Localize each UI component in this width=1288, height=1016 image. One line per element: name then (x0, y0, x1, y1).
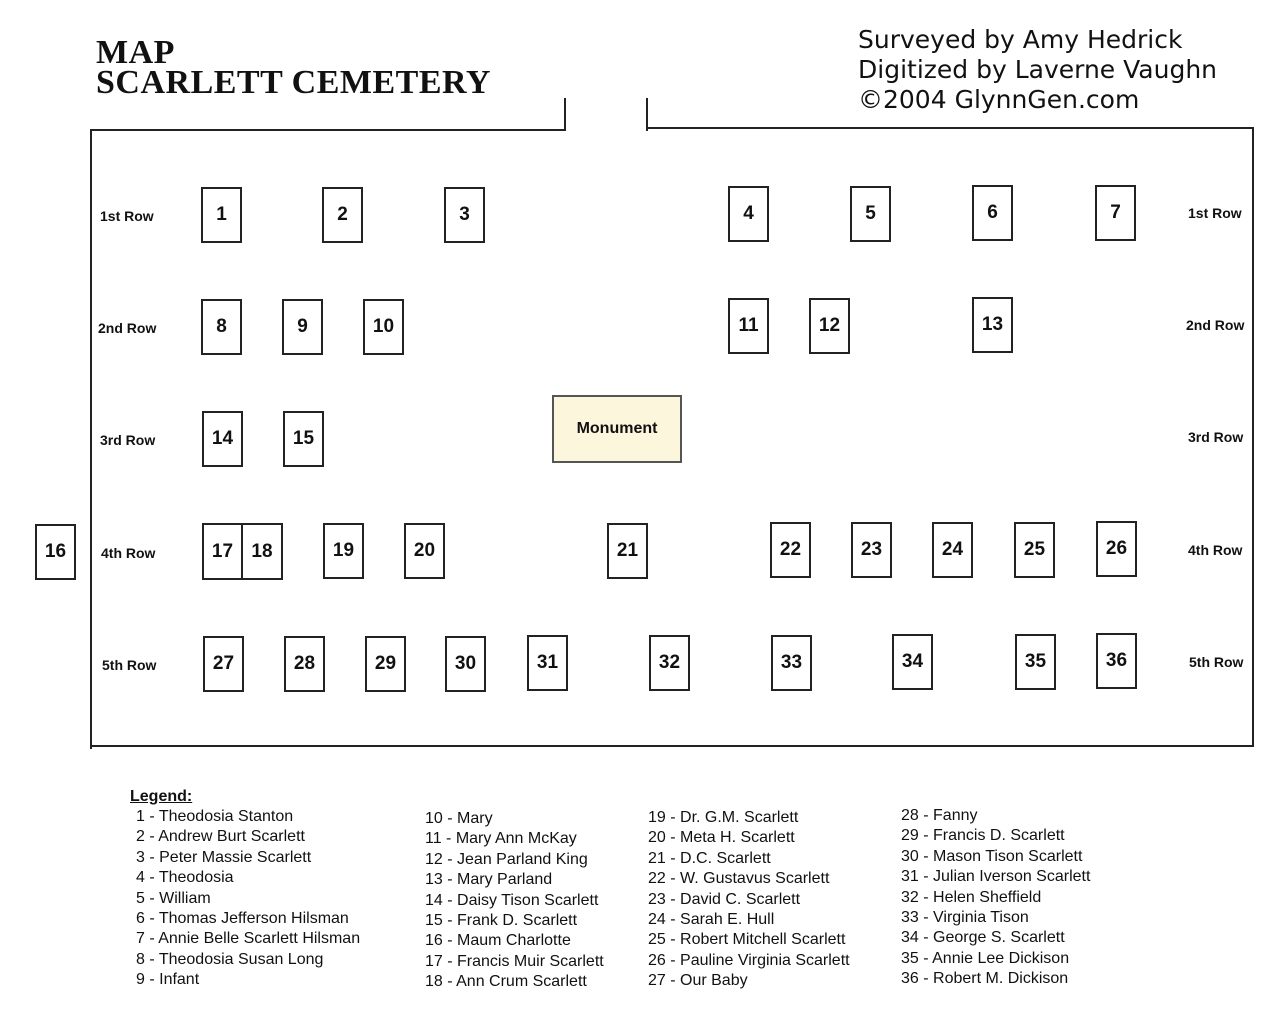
grave-11[interactable]: 11 (728, 298, 769, 354)
legend-entry: 31 - Julian Iverson Scarlett (901, 868, 1091, 886)
grave-31[interactable]: 31 (527, 635, 568, 691)
legend-entry: 24 - Sarah E. Hull (648, 910, 775, 928)
legend-entry: 15 - Frank D. Scarlett (425, 911, 578, 929)
grave-29[interactable]: 29 (365, 636, 406, 692)
row-label-left-5: 5th Row (102, 657, 157, 673)
legend-entry: 8 - Theodosia Susan Long (136, 950, 324, 968)
grave-5[interactable]: 5 (850, 186, 891, 242)
grave-8[interactable]: 8 (201, 299, 242, 355)
grave-2[interactable]: 2 (322, 187, 363, 243)
grave-7[interactable]: 7 (1095, 185, 1136, 241)
grave-23[interactable]: 23 (851, 522, 892, 578)
legend-entry: 22 - W. Gustavus Scarlett (648, 870, 830, 888)
legend-entry: 14 - Daisy Tison Scarlett (425, 891, 599, 909)
credit-digitized: Digitized by Laverne Vaughn (858, 55, 1218, 84)
legend-entry: 21 - D.C. Scarlett (648, 849, 771, 867)
grave-19[interactable]: 19 (323, 523, 364, 579)
grave-17[interactable]: 17 (202, 523, 243, 580)
row-label-left-2: 2nd Row (98, 320, 157, 336)
grave-36[interactable]: 36 (1096, 633, 1137, 689)
legend-entry: 11 - Mary Ann McKay (425, 830, 577, 848)
legend-entry: 10 - Mary (425, 810, 493, 827)
grave-33[interactable]: 33 (771, 635, 812, 691)
grave-22[interactable]: 22 (770, 522, 811, 578)
legend-entry: 19 - Dr. G.M. Scarlett (648, 809, 799, 826)
map-title-line1: MAP (96, 34, 175, 71)
row-label-right-3: 3rd Row (1188, 429, 1244, 445)
grave-32[interactable]: 32 (649, 635, 690, 691)
legend-entry: 26 - Pauline Virginia Scarlett (648, 951, 850, 969)
legend-entry: 17 - Francis Muir Scarlett (425, 952, 604, 970)
row-label-right-2: 2nd Row (1186, 317, 1245, 333)
legend-entry: 27 - Our Baby (648, 972, 748, 990)
row-label-left-4: 4th Row (101, 545, 156, 561)
grave-24[interactable]: 24 (932, 522, 973, 578)
grave-26[interactable]: 26 (1096, 521, 1137, 577)
legend-entry: 16 - Maum Charlotte (425, 932, 571, 950)
grave-3[interactable]: 3 (444, 187, 485, 243)
grave-18[interactable]: 18 (241, 523, 283, 580)
grave-21[interactable]: 21 (607, 523, 648, 579)
legend-entry: 30 - Mason Tison Scarlett (901, 847, 1083, 865)
grave-30[interactable]: 30 (445, 636, 486, 692)
legend-entry: 35 - Annie Lee Dickison (901, 949, 1070, 967)
legend-entry: 28 - Fanny (901, 807, 978, 824)
credit-copyright: ©2004 GlynnGen.com (858, 85, 1140, 114)
grave-10[interactable]: 10 (363, 299, 404, 355)
grave-25[interactable]: 25 (1014, 522, 1055, 578)
legend-entry: 5 - William (136, 889, 211, 907)
legend-title: Legend: (130, 788, 193, 805)
row-label-right-1: 1st Row (1188, 205, 1242, 221)
grave-15[interactable]: 15 (283, 411, 324, 467)
legend-entry: 7 - Annie Belle Scarlett Hilsman (136, 930, 361, 948)
legend-entry: 25 - Robert Mitchell Scarlett (648, 931, 846, 949)
grave-4[interactable]: 4 (728, 186, 769, 242)
grave-20[interactable]: 20 (404, 523, 445, 579)
legend-entry: 4 - Theodosia (136, 869, 234, 887)
legend-entry: 29 - Francis D. Scarlett (901, 827, 1065, 845)
grave-16[interactable]: 16 (35, 524, 76, 580)
legend-column-2 (425, 809, 604, 993)
legend-entry: 20 - Meta H. Scarlett (648, 829, 795, 847)
legend-entry: 33 - Virginia Tison (901, 908, 1029, 926)
credit-surveyed: Surveyed by Amy Hedrick (858, 25, 1183, 54)
legend-entry: 3 - Peter Massie Scarlett (136, 848, 312, 866)
grave-1[interactable]: 1 (201, 187, 242, 243)
grave-35[interactable]: 35 (1015, 634, 1056, 690)
row-label-right-4: 4th Row (1188, 542, 1243, 558)
legend-column-1 (136, 807, 360, 991)
grave-14[interactable]: 14 (202, 411, 243, 467)
legend-entry: 34 - George S. Scarlett (901, 929, 1065, 947)
row-label-left-1: 1st Row (100, 208, 154, 224)
monument: Monument (552, 395, 682, 463)
legend-entry: 9 - Infant (136, 971, 200, 989)
row-label-right-5: 5th Row (1189, 654, 1244, 670)
grave-13[interactable]: 13 (972, 297, 1013, 353)
legend-entry: 1 - Theodosia Stanton (136, 808, 294, 825)
legend-entry: 36 - Robert M. Dickison (901, 970, 1069, 988)
row-label-left-3: 3rd Row (100, 432, 156, 448)
grave-28[interactable]: 28 (284, 636, 325, 692)
legend-column-3 (648, 808, 850, 992)
legend-entry: 2 - Andrew Burt Scarlett (136, 828, 305, 846)
grave-6[interactable]: 6 (972, 185, 1013, 241)
grave-9[interactable]: 9 (282, 299, 323, 355)
legend-entry: 12 - Jean Parland King (425, 850, 588, 868)
grave-12[interactable]: 12 (809, 298, 850, 354)
legend-entry: 23 - David C. Scarlett (648, 890, 801, 908)
map-title-line2: SCARLETT CEMETERY (96, 64, 491, 101)
grave-34[interactable]: 34 (892, 634, 933, 690)
legend-column-4 (901, 806, 1090, 990)
legend-entry: 18 - Ann Crum Scarlett (425, 973, 587, 991)
legend-entry: 6 - Thomas Jefferson Hilsman (136, 909, 349, 927)
grave-27[interactable]: 27 (203, 636, 244, 692)
legend-entry: 13 - Mary Parland (425, 871, 553, 889)
legend-entry: 32 - Helen Sheffield (901, 888, 1042, 906)
